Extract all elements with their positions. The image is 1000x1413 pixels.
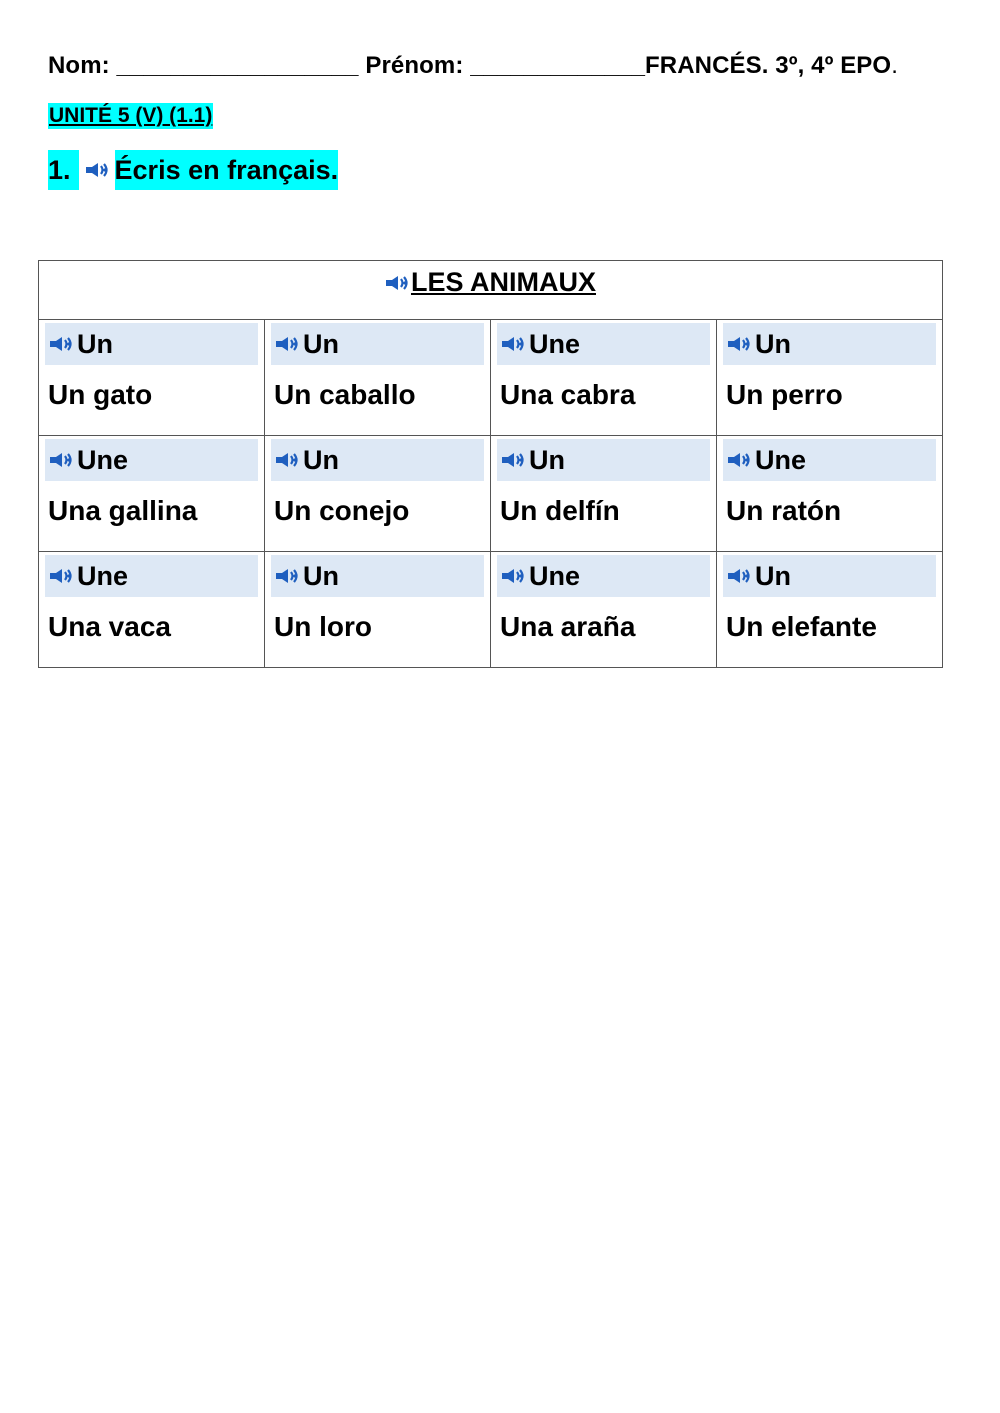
answer-field[interactable]: [723, 555, 936, 597]
prompt-text: Una araña: [500, 611, 636, 642]
prompt-text: Un caballo: [274, 379, 416, 410]
table-row: [39, 320, 943, 436]
answer-field[interactable]: [497, 439, 710, 481]
prompt-text: Un ratón: [726, 495, 842, 526]
answer-text: Une: [77, 560, 129, 591]
answer-text: Un: [755, 560, 791, 591]
speaker-icon[interactable]: [275, 451, 301, 469]
table-row: [39, 436, 943, 552]
answer-field[interactable]: [45, 323, 258, 365]
animal-cell: [39, 320, 265, 436]
answer-text: Un: [77, 328, 113, 359]
speaker-icon[interactable]: [49, 451, 75, 469]
speaker-icon[interactable]: [727, 335, 753, 353]
speaker-icon[interactable]: [501, 451, 527, 469]
animal-cell: [39, 436, 265, 552]
animals-table: [38, 260, 943, 668]
speaker-icon[interactable]: [275, 335, 301, 353]
prompt-text: Un loro: [274, 611, 372, 642]
prompt-text: Una cabra: [500, 379, 636, 410]
answer-field[interactable]: [271, 439, 484, 481]
answer-field[interactable]: [723, 323, 936, 365]
name-blank[interactable]: __________________: [116, 52, 359, 79]
table-title-cell: [39, 261, 943, 320]
exercise-heading: [48, 150, 338, 190]
exercise-number: 1.: [48, 150, 79, 190]
animal-cell: [39, 552, 265, 668]
answer-text: Une: [529, 560, 581, 591]
prompt-text: Un perro: [726, 379, 843, 410]
answer-field[interactable]: [45, 439, 258, 481]
name-label: Nom:: [48, 52, 110, 79]
prompt-text: Una vaca: [48, 611, 171, 642]
speaker-icon[interactable]: [49, 567, 75, 585]
answer-text: Une: [529, 328, 581, 359]
prompt-text: Un gato: [48, 379, 153, 410]
animal-cell: [491, 320, 717, 436]
animal-cell: [491, 436, 717, 552]
table-title: LES ANIMAUX: [410, 267, 596, 297]
speaker-icon[interactable]: [49, 335, 75, 353]
speaker-icon[interactable]: [727, 451, 753, 469]
answer-text: Un: [755, 328, 791, 359]
animal-cell: [717, 320, 943, 436]
unit-title: UNITÉ 5 (V) (1.1): [49, 104, 213, 127]
answer-text: Une: [755, 444, 807, 475]
answer-text: Un: [303, 560, 339, 591]
speaker-icon[interactable]: [727, 567, 753, 585]
answer-field[interactable]: [723, 439, 936, 481]
answer-text: Un: [303, 328, 339, 359]
table-row: [39, 552, 943, 668]
answer-text: Un: [529, 444, 565, 475]
firstname-label: Prénom:: [365, 52, 464, 79]
speaker-icon[interactable]: [501, 567, 527, 585]
exercise-instruction: Écris en français.: [115, 150, 339, 190]
animal-cell: [265, 552, 491, 668]
prompt-text: Un delfín: [500, 495, 620, 526]
answer-field[interactable]: [497, 323, 710, 365]
animal-cell: [491, 552, 717, 668]
speaker-icon[interactable]: [275, 567, 301, 585]
answer-text: Un: [303, 444, 339, 475]
firstname-blank[interactable]: _____________: [470, 52, 646, 79]
prompt-text: Una gallina: [48, 495, 198, 526]
speaker-icon[interactable]: [385, 274, 411, 292]
animal-cell: [717, 436, 943, 552]
answer-field[interactable]: [497, 555, 710, 597]
prompt-text: Un elefante: [726, 611, 877, 642]
answer-field[interactable]: [271, 323, 484, 365]
animal-cell: [265, 320, 491, 436]
answer-text: Une: [77, 444, 129, 475]
speaker-icon[interactable]: [501, 335, 527, 353]
answer-field[interactable]: [271, 555, 484, 597]
prompt-text: Un conejo: [274, 495, 410, 526]
header-line: [48, 52, 898, 80]
subject-period: .: [891, 52, 898, 79]
animal-cell: [717, 552, 943, 668]
answer-field[interactable]: [45, 555, 258, 597]
speaker-icon[interactable]: [85, 161, 111, 179]
animal-cell: [265, 436, 491, 552]
subject-label: FRANCÉS. 3º, 4º EPO: [645, 52, 892, 79]
